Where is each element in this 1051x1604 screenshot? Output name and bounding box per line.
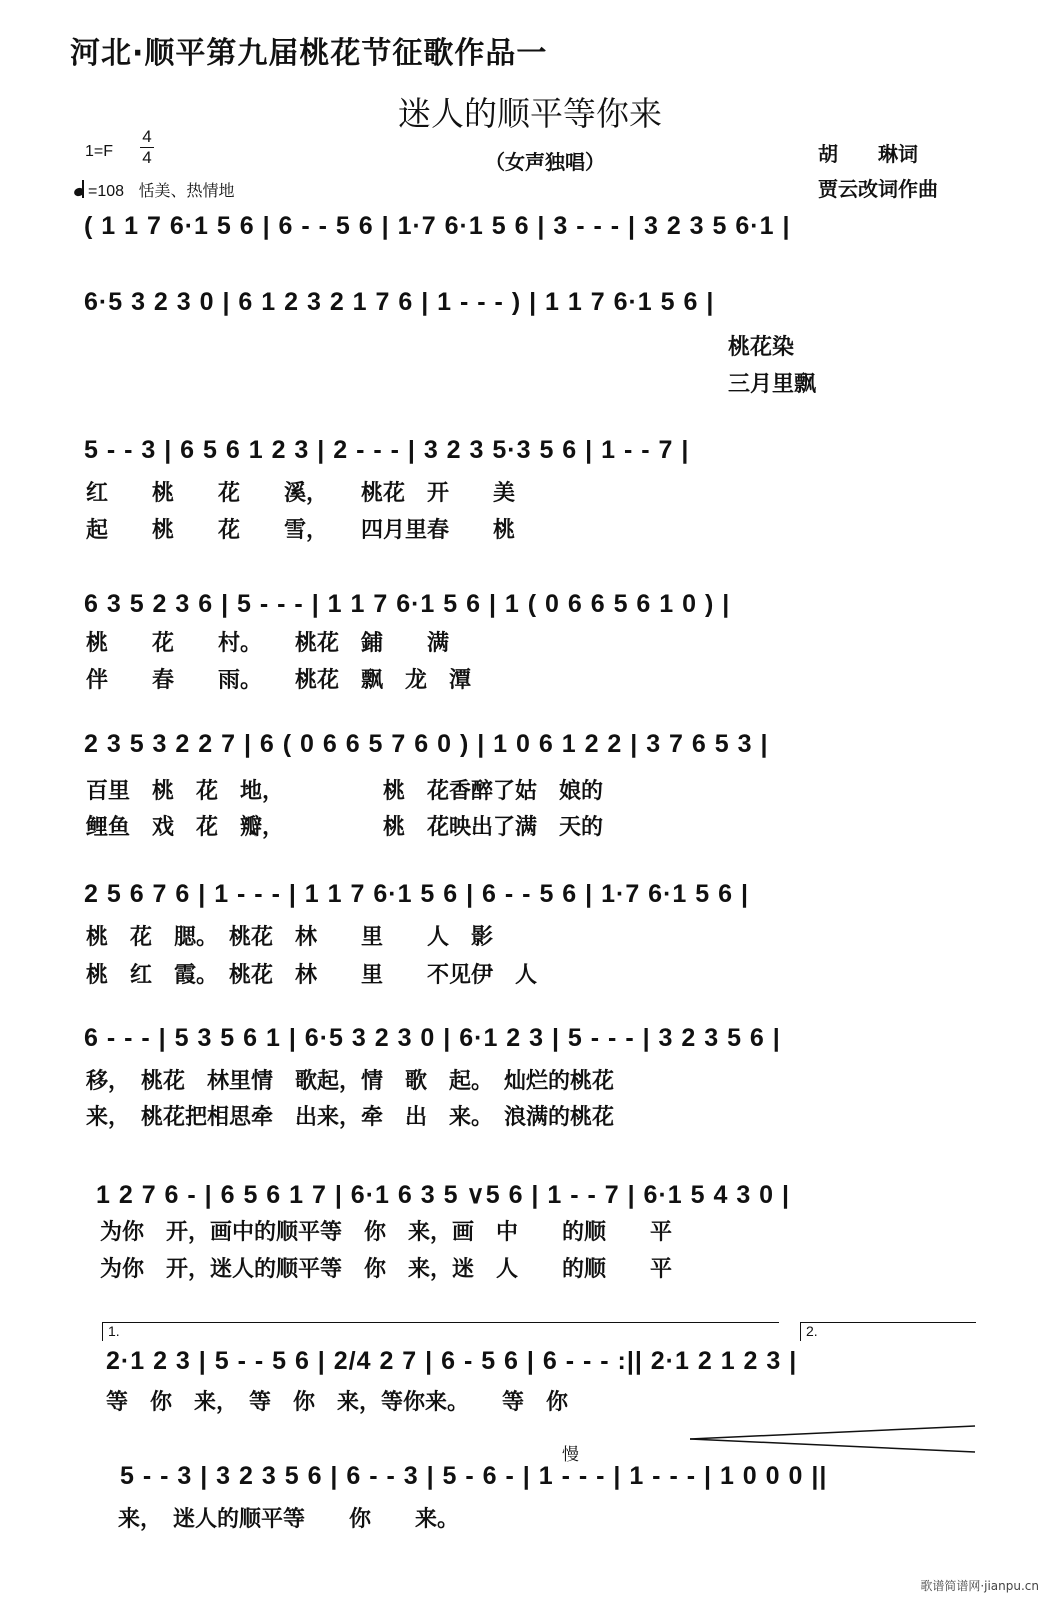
lyrics-7-verse2: 来， 桃花把相思牵 出来，牵 出 来。 浪满的桃花: [86, 1105, 615, 1130]
music-line-2: 6·5 3 2 3 0 | 6 1 2 3 2 1 7 6 | 1 - - - ) | 1 1 7 6·1 5 6 |: [84, 288, 715, 316]
lyrics-5-verse2: 鲤鱼 戏 花 瓣， 桃 花映出了满 天的: [86, 815, 604, 840]
key-signature: 1=F: [85, 143, 114, 160]
lyrics-3-verse2: 起 桃 花 雪， 四月里春 桃: [86, 518, 516, 543]
second-ending-label: 2.: [806, 1323, 818, 1339]
composer-credit: 贾云改词作曲: [818, 177, 938, 201]
music-line-9: 2·1 2 3 | 5 - - 5 6 | 2/4 2 7 | 6 - 5 6 | 6 - - - :|| 2·1 2 1 2 3 |: [106, 1347, 798, 1375]
lyrics-8-verse1: 为你 开，画中的顺平等 你 来，画 中 的顺 平: [100, 1220, 673, 1245]
lyrics-4-verse1: 桃 花 村。 桃花 鋪 满: [86, 631, 450, 656]
second-ending-bracket: [800, 1322, 976, 1341]
decrescendo-hairpin: [690, 1424, 980, 1454]
site-watermark: 歌谱简谱网·jianpu.cn: [920, 1579, 1039, 1593]
lyrics-7-verse1: 移， 桃花 林里情 歌起，情 歌 起。 灿烂的桃花: [86, 1069, 615, 1094]
lyrics-4-verse2: 伴 春 雨。 桃花 飘 龙 潭: [86, 668, 472, 693]
lyrics-5-verse1: 百里 桃 花 地， 桃 花香醉了姑 娘的: [86, 779, 604, 804]
lyrics-2-verse1: 桃花染: [728, 335, 795, 360]
expression-text: 恬美、热情地: [138, 183, 235, 200]
lyrics-2-verse2: 三月里飘: [728, 372, 817, 397]
music-line-6: 2 5 6 7 6 | 1 - - - | 1 1 7 6·1 5 6 | 6 - - 5 6 | 1·7 6·1 5 6 |: [84, 880, 749, 908]
first-ending-bracket: [102, 1322, 779, 1341]
music-line-3: 5 - - 3 | 6 5 6 1 2 3 | 2 - - - | 3 2 3 5·3 5 6 | 1 - - 7 |: [84, 436, 690, 464]
contest-heading: 河北·顺平第九届桃花节征歌作品一: [70, 36, 548, 71]
song-title: 迷人的顺平等你来: [398, 94, 662, 133]
lyricist-credit: 胡 琳词: [818, 142, 918, 166]
music-line-1: ( 1 1 7 6·1 5 6 | 6 - - 5 6 | 1·7 6·1 5 6 | 3 - - - | 3 2 3 5 6·1 |: [84, 212, 791, 240]
time-bottom: 4: [142, 148, 152, 167]
subtitle: （女声独唱）: [485, 150, 605, 174]
music-line-5: 2 3 5 3 2 2 7 | 6 ( 0 6 6 5 7 6 0 ) | 1 0 6 1 2 2 | 3 7 6 5 3 |: [84, 730, 769, 758]
lyrics-9-verse1: 等 你 来， 等 你 来，等你来。 等 你: [106, 1390, 569, 1415]
lyrics-8-verse2: 为你 开，迷人的顺平等 你 来，迷 人 的顺 平: [100, 1257, 673, 1282]
lyrics-6-verse2: 桃 红 霞。 桃花 林 里 不见伊 人: [86, 963, 538, 988]
lyrics-10-verse1: 来， 迷人的顺平等 你 来。: [118, 1507, 460, 1532]
first-ending-label: 1.: [108, 1323, 120, 1339]
music-line-8: 1 2 7 6 - | 6 5 6 1 7 | 6·1 6 3 5 ∨5 6 | 1 - - 7 | 6·1 5 4 3 0 |: [96, 1181, 791, 1209]
tempo-value: =108: [88, 183, 125, 200]
slow-marking: 慢: [562, 1445, 579, 1464]
tempo-marking: [74, 178, 235, 201]
music-line-10: 5 - - 3 | 3 2 3 5 6 | 6 - - 3 | 5 - 6 - | 1 - - - | 1 - - - | 1 0 0 0 ||: [120, 1462, 828, 1490]
music-line-7: 6 - - - | 5 3 5 6 1 | 6·5 3 2 3 0 | 6·1 2 3 | 5 - - - | 3 2 3 5 6 |: [84, 1024, 781, 1052]
time-signature: [140, 128, 154, 167]
lyrics-3-verse1: 红 桃 花 溪， 桃花 开 美: [86, 481, 516, 506]
lyrics-6-verse1: 桃 花 腮。 桃花 林 里 人 影: [86, 925, 494, 950]
music-line-4: 6 3 5 2 3 6 | 5 - - - | 1 1 7 6·1 5 6 | 1 ( 0 6 6 5 6 1 0 ) |: [84, 590, 731, 618]
time-top: 4: [142, 127, 152, 146]
